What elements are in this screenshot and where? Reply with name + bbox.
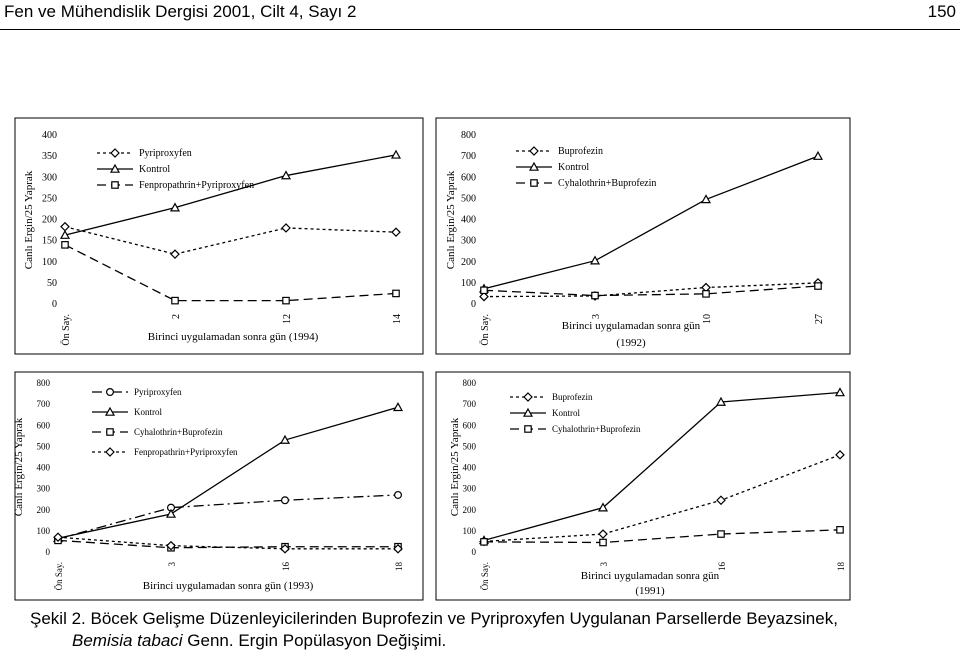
y-tick-label: 100 [462,525,476,536]
square-marker [172,297,178,303]
chart-4 [436,372,850,600]
chart-frame [436,118,850,354]
y-axis-label: Canlı Ergin/25 Yaprak [445,170,457,270]
triangle-marker [392,151,400,158]
legend-label: Buprofezin [558,146,603,157]
circle-marker [107,389,114,396]
square-marker [112,182,118,188]
square-marker [62,242,68,248]
series-line [484,286,818,296]
y-tick-label: 100 [42,256,57,268]
x-tick-label: Ön Say. [54,562,64,591]
y-tick-label: 500 [462,441,476,452]
y-tick-label: 350 [42,151,57,163]
y-tick-label: 500 [36,441,50,452]
diamond-marker [282,224,290,232]
square-marker [600,539,606,545]
diamond-marker [524,393,532,401]
y-tick-label: 600 [461,172,476,184]
square-marker [107,429,113,435]
y-tick-label: 300 [462,483,476,494]
legend-label: Pyriproxyfen [139,148,192,159]
y-tick-label: 200 [42,214,57,226]
y-tick-label: 400 [36,462,50,473]
y-tick-label: 700 [462,399,476,410]
y-tick-label: 0 [52,299,57,310]
x-tick-label: Ön Say. [480,562,490,591]
circle-marker [395,492,402,499]
x-axis-label: Birinci uygulamadan sonra gün [561,320,701,332]
chart-frame [15,372,423,600]
y-tick-label: 400 [42,130,57,141]
chart-3 [13,372,423,600]
square-marker [481,287,487,293]
y-tick-label: 200 [462,504,476,515]
x-axis-label: Birinci uygulamadan sonra gün [580,570,720,582]
y-tick-label: 200 [461,256,476,268]
series-line [58,495,398,539]
caption-text: Böcek Gelişme Düzenleyicilerinden Buprofezin ve Pyriproxyfen Uygulanan Parsellerde Beyazsinek, [90,609,838,628]
triangle-marker [591,257,599,264]
y-axis-label: Canlı Ergin/25 Yaprak [23,170,35,270]
caption-species: Bemisia tabaci [72,631,183,650]
y-axis-label: Canlı Ergin/25 Yaprak [13,417,25,517]
x-tick-label: 16 [717,562,727,571]
diamond-marker [61,223,69,231]
x-tick-label: 3 [599,562,609,567]
diamond-marker [530,147,538,155]
x-tick-label: 3 [591,314,602,319]
legend-label: Buprofezin [552,392,593,402]
diamond-marker [717,496,725,504]
triangle-marker [814,152,822,159]
legend-label: Fenpropathrin+Pyriproxyfen [139,180,255,191]
x-tick-label: 18 [836,562,846,571]
square-marker [837,527,843,533]
x-tick-label: 14 [392,314,403,324]
y-tick-label: 700 [461,151,476,163]
journal-title: Fen ve Mühendislik Dergisi 2001, Cilt 4, Sayı 2 [4,2,357,21]
y-tick-label: 200 [36,504,50,515]
series-line [58,537,398,549]
y-tick-label: 150 [42,235,57,247]
chart-2 [436,118,850,354]
y-tick-label: 400 [462,462,476,473]
y-tick-label: 0 [471,299,476,310]
page-number: 150 [927,2,956,21]
y-tick-label: 600 [36,420,50,431]
x-tick-label: 12 [282,314,293,324]
chart-1 [15,118,423,354]
caption-label: Şekil 2. [30,609,86,628]
legend-label: Pyriproxyfen [134,387,182,397]
square-marker [718,531,724,537]
x-tick-label: Ön Say. [480,314,491,346]
diamond-marker [836,451,844,459]
y-tick-label: 50 [47,277,57,289]
legend-label: Cyhalothrin+Buprofezin [134,427,223,437]
y-tick-label: 0 [471,547,476,557]
legend-label: Kontrol [134,407,162,417]
x-tick-label: 2 [171,314,182,319]
x-axis-label-year: (1992) [616,337,646,349]
series-line [65,245,396,301]
series-line [58,407,398,538]
y-tick-label: 500 [461,193,476,205]
y-tick-label: 100 [461,277,476,289]
y-tick-label: 800 [462,378,476,388]
y-tick-label: 600 [462,420,476,431]
diamond-marker [111,149,119,157]
diamond-marker [392,228,400,236]
y-tick-label: 300 [36,483,50,494]
square-marker [815,283,821,289]
figure-caption [30,608,955,652]
y-tick-label: 100 [36,525,50,536]
diamond-marker [171,250,179,258]
series-line [65,227,396,254]
square-marker [283,297,289,303]
square-marker [481,539,487,545]
square-marker [703,291,709,297]
x-tick-label: Ön Say. [61,314,72,346]
triangle-marker [167,510,175,517]
y-axis-label: Canlı Ergin/25 Yaprak [449,417,461,517]
y-tick-label: 800 [461,130,476,141]
x-tick-label: 10 [702,314,713,324]
x-axis-label-year: (1991) [635,585,665,597]
y-tick-label: 300 [461,235,476,247]
legend-label: Fenpropathrin+Pyriproxyfen [134,447,238,457]
diamond-marker [106,448,114,456]
y-tick-label: 0 [45,547,50,557]
chart-frame [15,118,423,354]
caption-rest: Genn. Ergin Popülasyon Değişimi. [187,631,447,650]
x-tick-label: 3 [167,562,177,567]
y-tick-label: 300 [42,172,57,184]
legend-label: Kontrol [139,164,171,175]
x-tick-label: 18 [394,562,404,571]
y-tick-label: 700 [36,399,50,410]
diamond-marker [599,530,607,538]
square-marker [393,290,399,296]
square-marker [531,180,537,186]
y-tick-label: 250 [42,193,57,205]
y-tick-label: 800 [36,378,50,388]
series-line [484,393,840,541]
legend-label: Kontrol [558,162,590,173]
square-marker [525,426,531,432]
series-line [484,455,840,542]
square-marker [592,292,598,298]
x-axis-label: Birinci uygulamadan sonra gün (1993) [142,580,314,592]
x-tick-label: 16 [281,562,291,571]
circle-marker [282,497,289,504]
x-axis-label: Birinci uygulamadan sonra gün (1994) [147,331,319,343]
x-tick-label: 27 [814,314,825,324]
y-tick-label: 400 [461,214,476,226]
series-line [484,156,818,289]
legend-label: Cyhalothrin+Buprofezin [552,424,641,434]
series-line [484,530,840,543]
legend-label: Cyhalothrin+Buprofezin [558,178,657,189]
legend-label: Kontrol [552,408,580,418]
chart-frame [436,372,850,600]
triangle-marker [394,403,402,410]
